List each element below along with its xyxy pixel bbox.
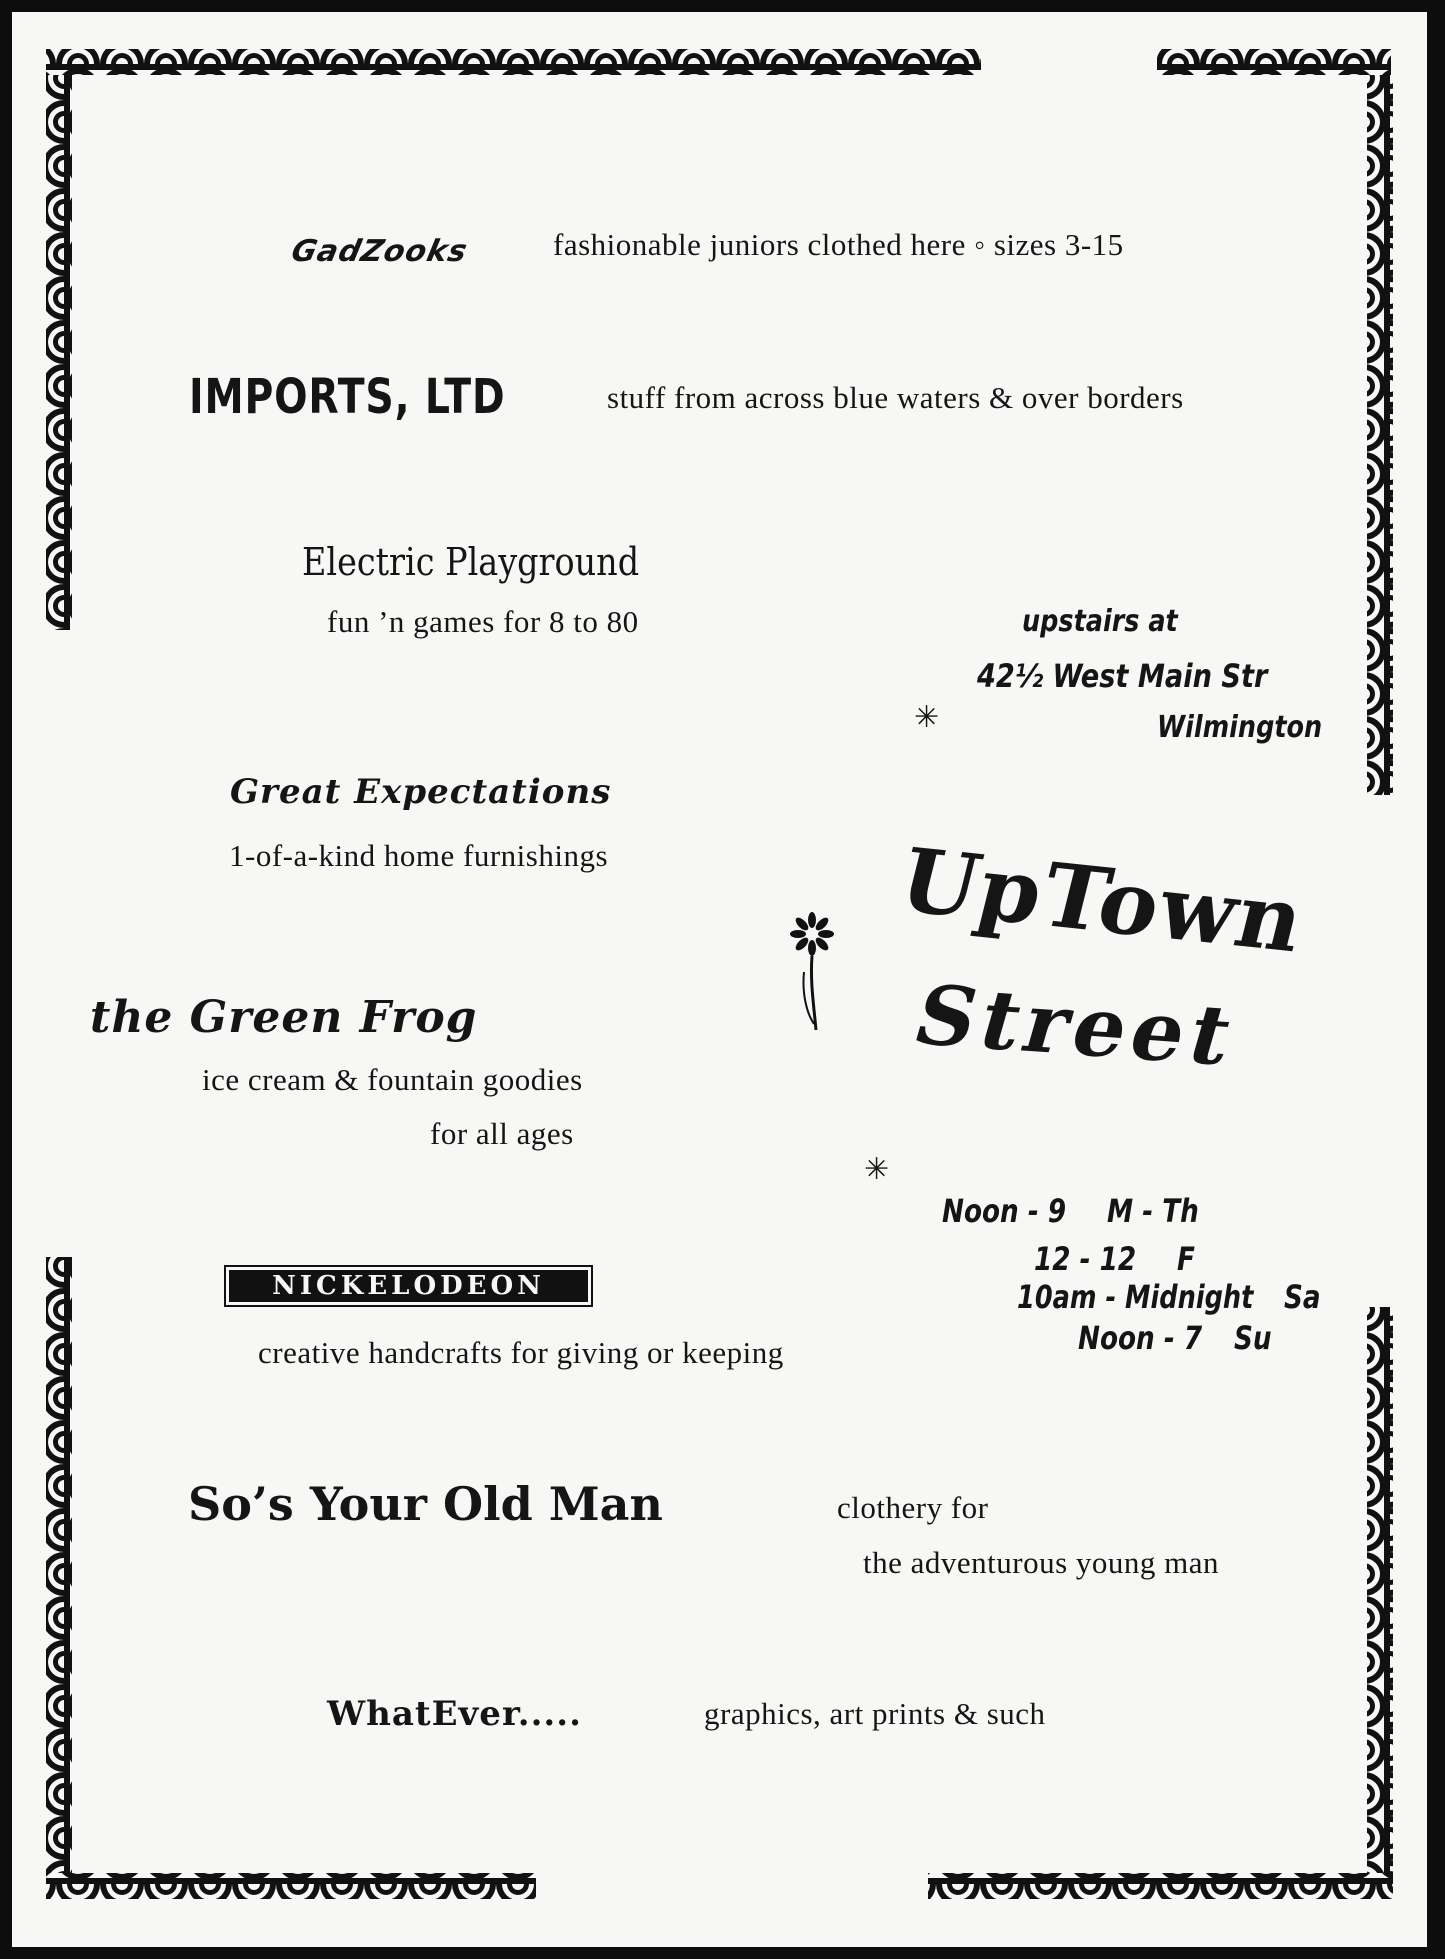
hours-days-2: F: [1177, 1240, 1195, 1278]
store-desc-whatever: graphics, art prints & such: [704, 1696, 1046, 1731]
hours-time-1: Noon - 9: [942, 1192, 1067, 1230]
store-desc-nickelodeon: creative handcrafts for giving or keeping: [258, 1335, 784, 1370]
store-desc-great-expectations: 1-of-a-kind home furnishings: [229, 838, 609, 873]
title-line-1: UpTown: [889, 828, 1317, 973]
hours-days-1: M - Th: [1107, 1192, 1199, 1230]
store-desc-imports: stuff from across blue waters & over borders: [607, 380, 1184, 415]
location-line-2: 42½ West Main Str: [977, 657, 1268, 695]
store-desc-gadzooks: fashionable juniors clothed here ◦ sizes 3-15: [553, 227, 1124, 262]
location-line-3: Wilmington: [1157, 710, 1323, 745]
title-line-2: Street: [903, 967, 1249, 1085]
store-name-imports: IMPORTS, LTD: [189, 369, 506, 425]
hours-days-4: Su: [1234, 1319, 1272, 1357]
asterisk-flower-icon: ✳: [914, 700, 940, 735]
flyer-page: [12, 12, 1427, 1947]
decorative-border: [12, 12, 1427, 1947]
store-desc-green-frog-1: ice cream & fountain goodies: [202, 1062, 583, 1097]
hours-days-3: Sa: [1284, 1278, 1321, 1316]
hours-time-2: 12 - 12: [1034, 1240, 1137, 1278]
asterisk-flower-icon: ✳: [864, 1152, 890, 1187]
store-name-electric-playground: Electric Playground: [302, 540, 640, 584]
store-desc-sos-2: the adventurous young man: [863, 1545, 1220, 1580]
store-name-gadzooks: GadZooks: [288, 234, 471, 269]
store-desc-sos-1: clothery for: [837, 1490, 989, 1525]
store-name-green-frog: the Green Frog: [90, 992, 478, 1043]
location-line-1: upstairs at: [1022, 604, 1178, 639]
hours-time-4: Noon - 7: [1078, 1319, 1203, 1357]
store-name-nickelodeon: NICKELODEON: [224, 1265, 593, 1307]
flower-icon: [790, 912, 834, 1032]
store-name-whatever: WhatEver.....: [327, 1694, 582, 1734]
store-desc-green-frog-2: for all ages: [430, 1116, 574, 1151]
store-name-great-expectations: Great Expectations: [230, 772, 612, 812]
hours-time-3: 10am - Midnight: [1017, 1278, 1254, 1316]
store-name-sos-your-old-man: So’s Your Old Man: [188, 1477, 663, 1531]
store-desc-electric-playground: fun ’n games for 8 to 80: [327, 604, 639, 639]
